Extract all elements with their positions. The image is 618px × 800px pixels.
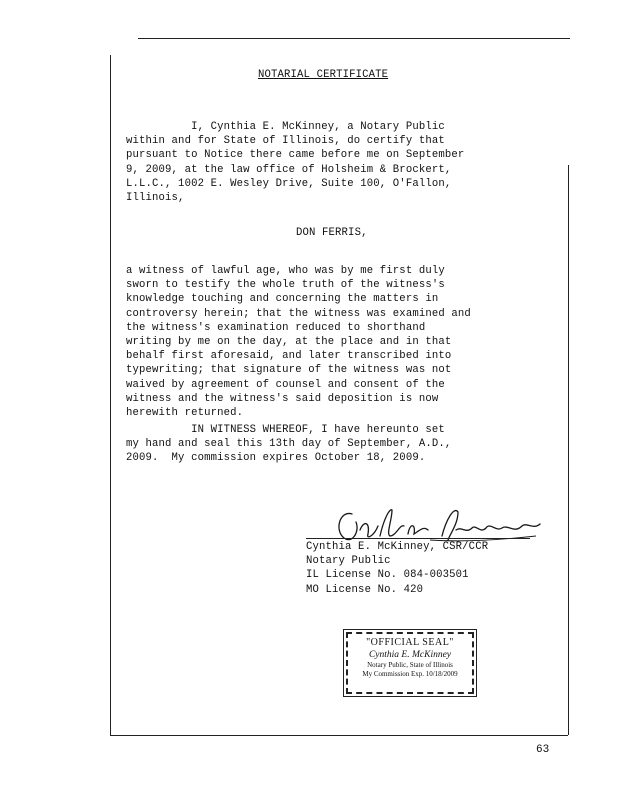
mo-license-number: MO License No. 420 <box>306 583 424 596</box>
right-border-line <box>568 165 569 735</box>
deponent-name: DON FERRIS, <box>296 227 368 239</box>
witness-paragraph: a witness of lawful age, who was by me first duly sworn to testify the whole truth of the witness's knowledge touching and concerning the matters in controversy herein; that the witness was examined and the witness's examination reduced to shorthand writing by me on the day, at the place and in that behalf first aforesaid, and later transcribed into typewriting; that signature of the witness was not waived by agreement of counsel and consent of the witness and the witness's said deposition is now herewith returned. <box>126 265 471 420</box>
top-border-line <box>138 38 570 39</box>
certification-paragraph: I, Cynthia E. McKinney, a Notary Public within and for State of Illinois, do certify that pursuant to Notice there came before me on September 9, 2009, at the law office of Holsheim & Brockert, L.L.C., 1002 E. Wesley Drive, Suite 100, O'Fallon, Illinois, <box>126 121 465 205</box>
signatory-title: Notary Public <box>306 555 391 568</box>
signature-line <box>306 538 530 539</box>
bottom-border-line <box>110 735 568 736</box>
in-witness-whereof-paragraph: IN WITNESS WHEREOF, I have hereunto set my hand and seal this 13th day of September, A.D., 2009. My commission expires October 18, 2009. <box>126 424 452 465</box>
signatory-block <box>306 540 488 597</box>
official-notary-seal <box>346 632 474 694</box>
signatory-name: Cynthia E. McKinney, CSR/CCR <box>306 541 489 553</box>
page-number: 63 <box>536 744 550 756</box>
seal-name: Cynthia E. McKinney <box>368 650 452 660</box>
seal-commission: My Commission Exp. 10/18/2009 <box>362 670 458 678</box>
seal-title: "OFFICIAL SEAL" <box>366 637 454 648</box>
certificate-heading: NOTARIAL CERTIFICATE <box>258 69 389 81</box>
left-border-line <box>110 55 111 735</box>
il-license-number: IL License No. 084-003501 <box>306 569 469 582</box>
seal-state: Notary Public, State of Illinois <box>367 661 453 669</box>
